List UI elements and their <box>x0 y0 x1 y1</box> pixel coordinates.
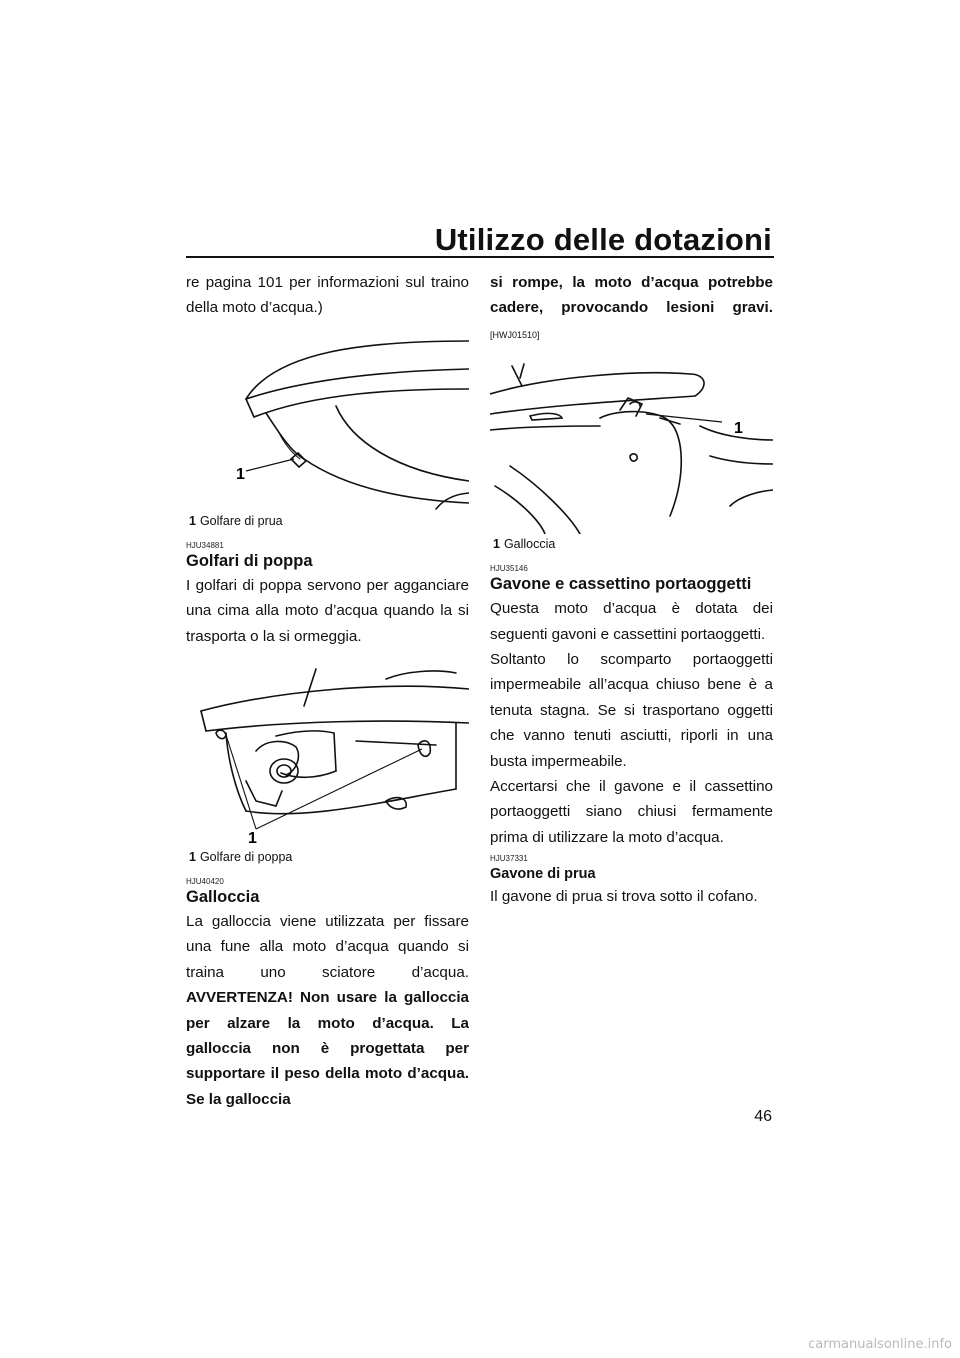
section-body-gavone-2: Soltanto lo scomparto portaoggetti impermeabile all’acqua chiuso bene è a tenuta stagna. Se si trasportano oggetti che vanno tenuti asciutti, riporli in una busta impermeabile. <box>490 651 773 770</box>
fig3-caption-number: 1 <box>493 537 500 552</box>
right-column <box>490 270 773 910</box>
section-body-galloccia <box>186 909 469 1112</box>
warning-continuation <box>490 270 773 348</box>
intro-paragraph: re pagina 101 per informazioni sul traino della moto d’acqua.) <box>186 274 469 317</box>
fig2-callout: 1 <box>248 830 257 848</box>
section-title-golfari: Golfari di poppa <box>186 551 313 570</box>
fig3-caption-text: Galloccia <box>503 537 556 552</box>
cleat-illustration <box>490 356 773 534</box>
fig3-callout: 1 <box>734 420 743 438</box>
section-code-galloccia: HJU40420 <box>186 877 224 887</box>
bow-eye-illustration <box>186 331 469 511</box>
section-code-golfari: HJU34881 <box>186 540 224 550</box>
section-body-golfari: I golfari di poppa servono per agganciare una cima alla moto d’acqua quando la si trasporta o la si ormeggia. <box>186 576 469 645</box>
subsection-title-prua: Gavone di prua <box>490 866 596 883</box>
section-title-galloccia: Galloccia <box>186 888 260 907</box>
fig2-caption-number: 1 <box>189 850 196 865</box>
galloccia-warning: AVVERTENZA! Non usare la galloccia per alzare la moto d’acqua. La galloccia non è progettata per supportare il peso della moto d’acqua. Se la galloccia <box>186 989 469 1108</box>
section-body-gavone-1: Questa moto d’acqua è dotata dei seguenti gavoni e cassettini portaoggetti. <box>490 600 773 643</box>
warning-reference: [HWJ01510] <box>490 329 540 340</box>
figure-stern-eye <box>186 661 469 865</box>
page-number: 46 <box>754 1108 772 1125</box>
fig3-caption <box>490 536 773 552</box>
subsection-code-prua: HJU37331 <box>490 854 528 864</box>
figure-bow-eye <box>186 331 469 529</box>
left-column <box>186 270 469 1112</box>
fig1-caption <box>186 513 469 529</box>
galloccia-text: La galloccia viene utilizzata per fissare una fune alla moto d’acqua quando si traina uno sciatore d’acqua. <box>186 913 469 981</box>
warning-continuation-text: si rompe, la moto d’acqua potrebbe cadere, provocando lesioni gravi. <box>490 274 773 317</box>
fig1-caption-number: 1 <box>189 513 196 528</box>
watermark: carmanualsonline.info <box>808 1337 952 1352</box>
figure-cleat <box>490 356 773 552</box>
fig1-callout: 1 <box>236 465 245 483</box>
subsection-body-prua: Il gavone di prua si trova sotto il cofano. <box>490 888 758 906</box>
page-title: Utilizzo delle dotazioni <box>434 222 772 257</box>
stern-eye-illustration <box>186 661 469 847</box>
header-rule <box>186 256 774 258</box>
section-code-gavone: HJU35146 <box>490 564 528 574</box>
fig1-caption-text: Golfare di prua <box>199 513 283 528</box>
fig2-caption <box>186 849 469 865</box>
section-title-gavone: Gavone e cassettino portaoggetti <box>490 575 752 594</box>
section-body-gavone-3: Accertarsi che il gavone e il cassettino portaoggetti siano chiusi fermamente prima di utilizzare la moto d’acqua. <box>490 778 773 846</box>
fig2-caption-text: Golfare di poppa <box>199 850 293 865</box>
